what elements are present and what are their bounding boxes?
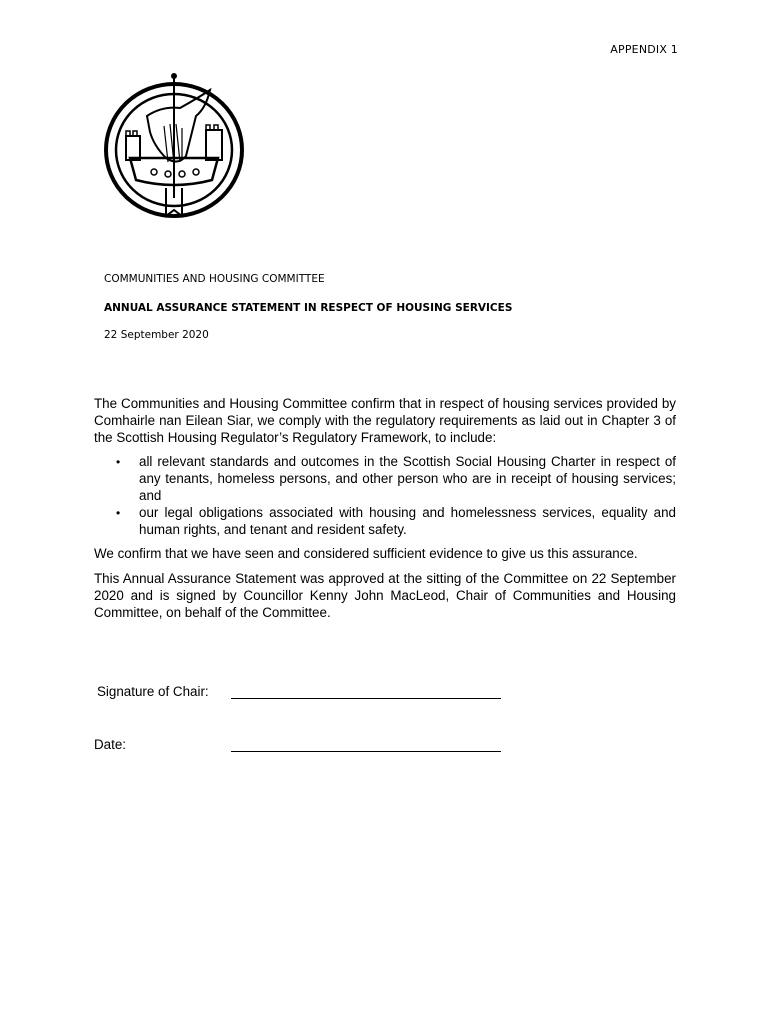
appendix-label: APPENDIX 1 [610, 43, 678, 56]
council-crest-icon [102, 70, 246, 220]
statement-body [94, 396, 676, 630]
approval-paragraph: This Annual Assurance Statement was approved at the sitting of the Committee on 22 September 2020 and is signed by Councillor Kenny John MacLeod, Chair of Communities and Housing Committee, on behalf of the Committee. [94, 571, 676, 620]
bullet-icon: • [116, 505, 121, 520]
document-date: 22 September 2020 [104, 329, 209, 341]
bullet-icon: • [116, 455, 121, 470]
chair-signature-row [94, 684, 514, 699]
chair-signature-line [231, 686, 501, 699]
committee-name: COMMUNITIES AND HOUSING COMMITTEE [104, 273, 325, 285]
obligations-list [94, 454, 676, 538]
document-title: ANNUAL ASSURANCE STATEMENT IN RESPECT OF HOUSING SERVICES [104, 302, 513, 314]
date-line [231, 739, 501, 752]
list-item: • all relevant standards and outcomes in the Scottish Social Housing Charter in respect of any tenants, homeless persons, and other person who are in receipt of housing services; and [116, 454, 676, 503]
confirm-paragraph: We confirm that we have seen and considered sufficient evidence to give us this assurance. [94, 546, 638, 562]
chair-signature-label: Signature of Chair: [97, 684, 209, 699]
list-item: • our legal obligations associated with housing and homelessness services, equality and human rights, and tenant and resident safety. [116, 504, 676, 537]
date-signature-row [94, 737, 514, 752]
date-label: Date: [94, 737, 127, 752]
intro-paragraph: The Communities and Housing Committee confirm that in respect of housing services provided by Comhairle nan Eilean Siar, we comply with the regulatory requirements as laid out in Chapter 3 of the Scottish Housing Regulator’s Regulatory Framework, to include: [94, 396, 676, 445]
